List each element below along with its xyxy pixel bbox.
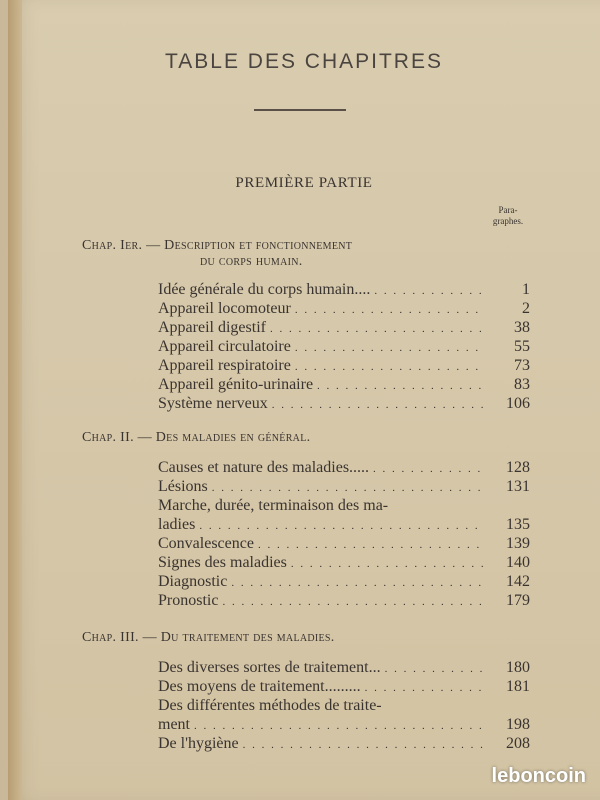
toc-entry: Appareil génito-urinaire . . . 83 [158,375,530,394]
toc-entry: Diagnostic . . . 142 [158,572,530,591]
toc-entry: Appareil circulatoire . . . 55 [158,337,530,356]
page-title: TABLE DES CHAPITRES [164,50,443,73]
chapter-heading-3: Chap. III. — Du traitement des maladies. [82,630,335,645]
chapter-2-entries [158,458,530,610]
toc-entry: Signes des maladies . . . 140 [158,553,530,572]
toc-entry: Appareil respiratoire . . . 73 [158,356,530,375]
toc-entry: Appareil locomoteur . . . 2 [158,299,530,318]
leboncoin-watermark: leboncoin [491,765,586,787]
toc-entry: Idée générale du corps humain.... . . . 1 [158,280,530,299]
toc-entry: ment . . . 198 [158,715,530,734]
chapter-3-entries [158,658,530,753]
toc-entry: Causes et nature des maladies..... . . . 128 [158,458,530,477]
toc-entry: Des différentes méthodes de traite- [158,697,382,714]
toc-entry: Des moyens de traitement......... . . . 181 [158,677,530,696]
toc-entry: Marche, durée, terminaison des ma- [158,497,389,514]
chapter-1-entries [158,280,530,413]
book-page [8,0,600,800]
toc-entry: Système nerveux . . . 106 [158,394,530,413]
toc-entry: De l'hygiène . . . 208 [158,734,530,753]
toc-entry: Des diverses sortes de traitement... . . . 180 [158,658,530,677]
chapter-heading-1: Chap. Ier. — Description et fonctionnement du corps humain. [82,238,353,269]
paragraphs-column-header: Para- graphes. [492,205,524,226]
chapter-heading-2: Chap. II. — Des maladies en général. [82,430,311,445]
toc-entry: Appareil digestif . . . 38 [158,318,530,337]
toc-entry: Lésions . . . 131 [158,477,530,496]
toc-entry: Pronostic . . . 179 [158,591,530,610]
title-divider [254,109,346,111]
toc-entry: ladies . . . 135 [158,515,530,534]
toc-entry: Convalescence . . . 139 [158,534,530,553]
book-spine [8,0,22,800]
part-heading: PREMIÈRE PARTIE [235,175,373,191]
